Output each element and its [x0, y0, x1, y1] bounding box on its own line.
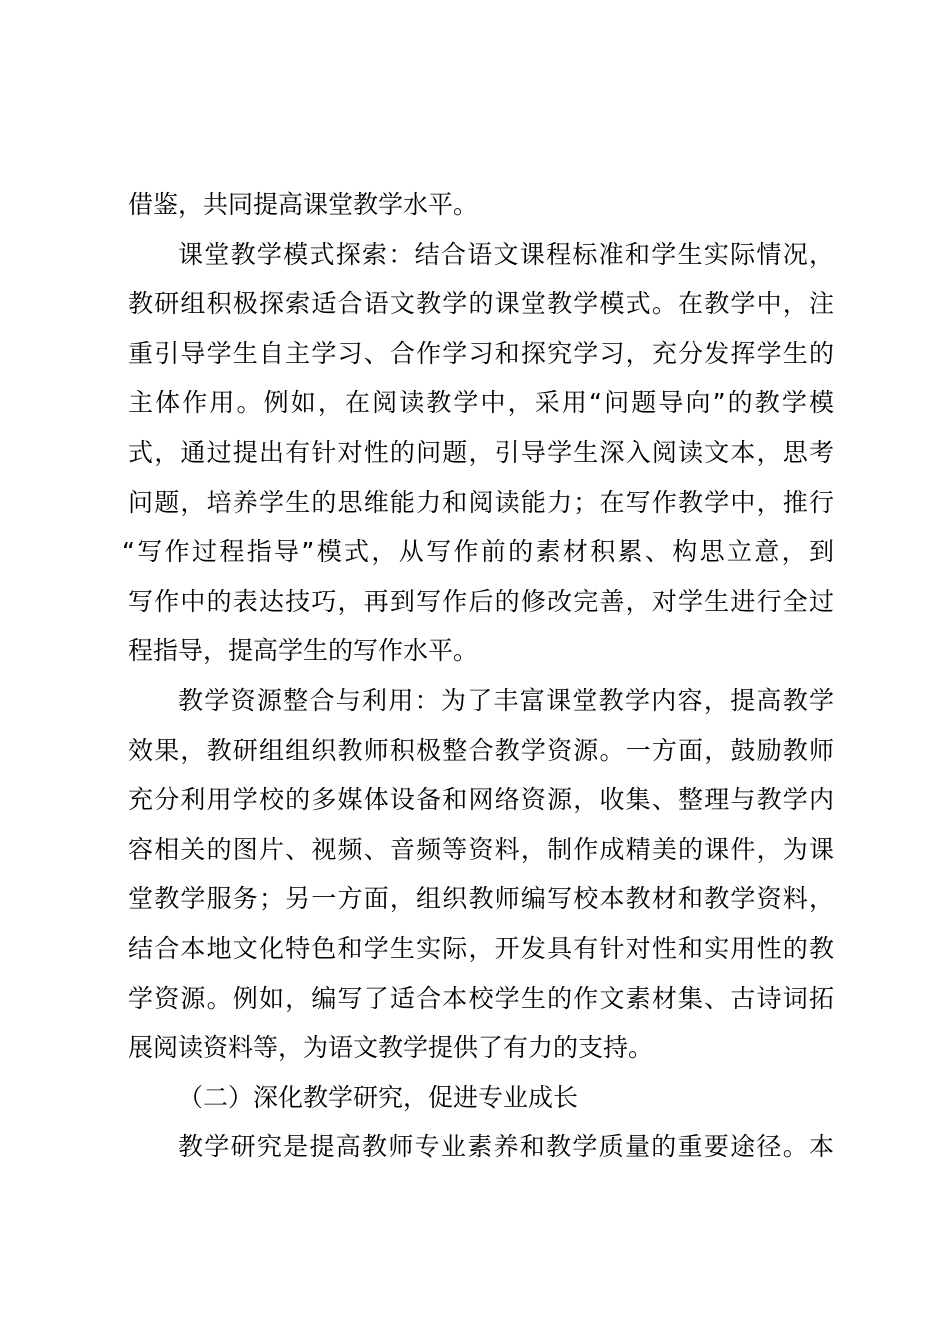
text-line: 重引导学生自主学习、合作学习和探究学习，充分发挥学生的 [128, 338, 834, 368]
text-line: 式，通过提出有针对性的问题，引导学生深入阅读文本，思考 [128, 437, 834, 467]
text-line: 效果，教研组组织教师积极整合教学资源。一方面，鼓励教师 [128, 735, 834, 765]
document-page [122, 180, 834, 1172]
paragraph-start-line: 课堂教学模式探索：结合语文课程标准和学生实际情况， [178, 239, 834, 269]
text-line: “写作过程指导”模式，从写作前的素材积累、构思立意，到 [122, 537, 834, 567]
text-line: 学资源。例如，编写了适合本校学生的作文素材集、古诗词拓 [128, 983, 834, 1013]
text-line: 主体作用。例如，在阅读教学中，采用“问题导向”的教学模 [128, 388, 834, 418]
text-line: 堂教学服务；另一方面，组织教师编写校本教材和教学资料， [128, 884, 834, 914]
text-line: 结合本地文化特色和学生实际，开发具有针对性和实用性的教 [128, 933, 834, 963]
text-line: 借鉴，共同提高课堂教学水平。 [128, 190, 479, 219]
text-line: 教研组积极探索适合语文教学的课堂教学模式。在教学中，注 [128, 289, 834, 319]
text-line: 程指导，提高学生的写作水平。 [128, 636, 479, 666]
text-line: 问题，培养学生的思维能力和阅读能力；在写作教学中，推行 [128, 487, 834, 517]
text-line: 容相关的图片、视频、音频等资料，制作成精美的课件，为课 [128, 834, 834, 864]
paragraph-start-line: 教学研究是提高教师专业素养和教学质量的重要途径。本 [178, 1132, 834, 1162]
text-line: 充分利用学校的多媒体设备和网络资源，收集、整理与教学内 [128, 785, 834, 815]
paragraph-start-line: 教学资源整合与利用：为了丰富课堂教学内容，提高教学 [178, 685, 834, 715]
section-heading: （二）深化教学研究，促进专业成长 [178, 1082, 579, 1112]
text-line: 写作中的表达技巧，再到写作后的修改完善，对学生进行全过 [128, 586, 834, 616]
text-line: 展阅读资料等，为语文教学提供了有力的支持。 [128, 1033, 654, 1063]
